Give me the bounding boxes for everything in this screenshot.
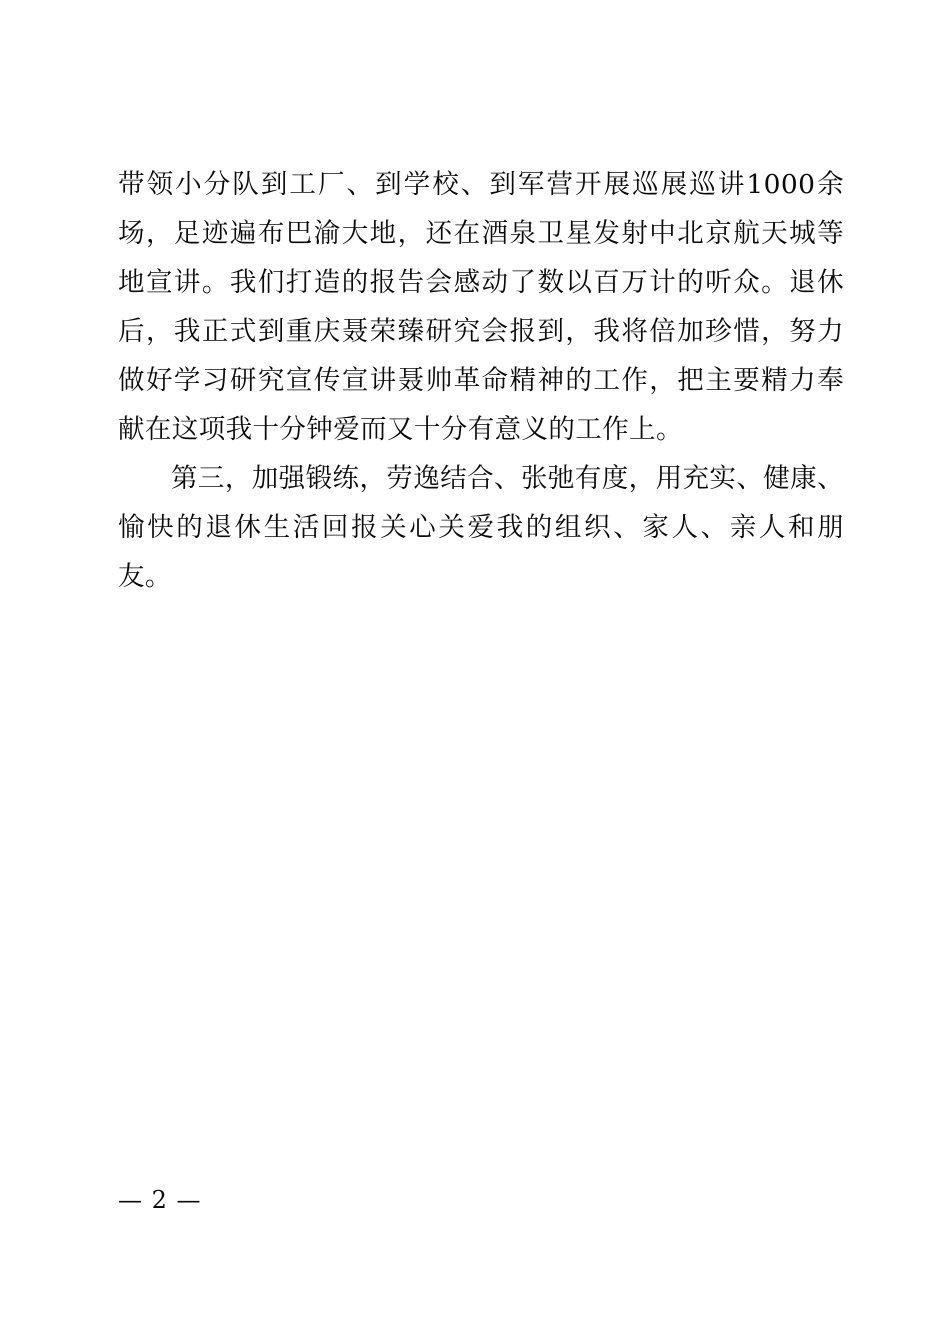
document-body: [118, 160, 844, 601]
paragraph-1: 带领小分队到工厂、到学校、到军营开展巡展巡讲1000余场，足迹遍布巴渝大地，还在酒泉卫星发射中北京航天城等地宣讲。我们打造的报告会感动了数以百万计的听众。退休后，我正式到重庆聂荣臻研究会报到，我将倍加珍惜，努力做好学习研究宣传宣讲聂帅革命精神的工作，把主要精力奉献在这项我十分钟爱而又十分有意义的工作上。: [118, 169, 844, 445]
page-number: — 2 —: [118, 1186, 202, 1214]
paragraph-2: 第三，加强锻练，劳逸结合、张弛有度，用充实、健康、愉快的退休生活回报关心关爱我的组织、家人、亲人和朋友。: [118, 463, 844, 592]
